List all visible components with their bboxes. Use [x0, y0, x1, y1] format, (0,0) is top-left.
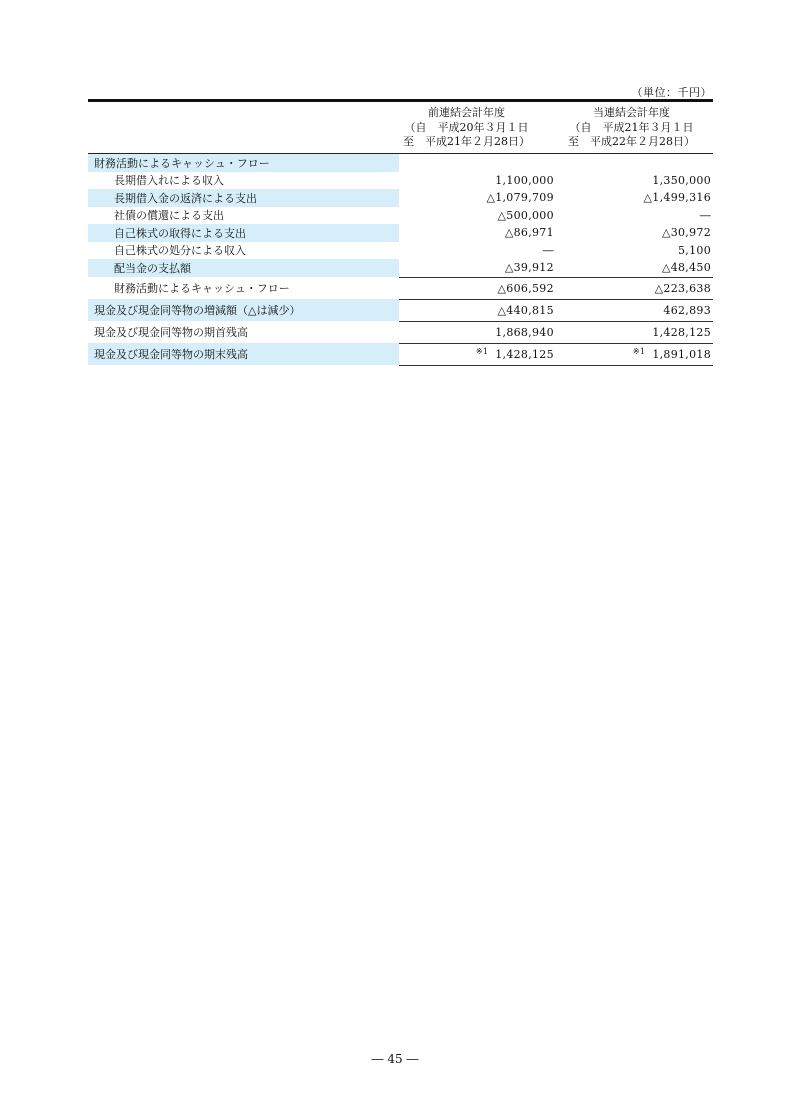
row-label: 自己株式の処分による収入 — [114, 244, 246, 258]
table-row — [88, 259, 713, 277]
value-text: 1,891,018 — [652, 347, 711, 361]
value-previous: △606,592 — [399, 277, 556, 299]
table-row — [88, 189, 713, 207]
table-row-financing-subtotal — [88, 277, 713, 299]
row-label: 現金及び現金同等物の期首残高 — [94, 326, 248, 339]
value-previous — [399, 154, 556, 172]
value-current: ― — [699, 208, 711, 222]
row-label: 財務活動によるキャッシュ・フロー — [114, 282, 290, 295]
row-label: 社債の償還による支出 — [114, 209, 224, 223]
table-row — [88, 207, 713, 225]
row-label: 財務活動によるキャッシュ・フロー — [88, 154, 399, 172]
value-current: △223,638 — [556, 277, 713, 299]
value-current — [556, 343, 713, 365]
value-current: △1,499,316 — [643, 191, 711, 205]
row-label: 現金及び現金同等物の増減額（△は減少） — [88, 299, 399, 321]
table-row — [88, 172, 713, 190]
value-previous — [399, 343, 556, 365]
row-label: 長期借入金の返済による支出 — [88, 189, 399, 207]
row-label: 自己株式の取得による支出 — [88, 224, 399, 242]
column-header-previous-from: （自 平成20年３月１日 — [404, 120, 529, 134]
value-previous: ― — [542, 243, 554, 257]
cash-flow-table — [88, 154, 713, 366]
value-current: 5,100 — [678, 243, 711, 257]
value-previous: △39,912 — [399, 259, 556, 277]
table-row — [88, 242, 713, 260]
value-current: 462,893 — [556, 299, 713, 321]
column-header-previous-to: 至 平成21年２月28日） — [403, 135, 530, 148]
column-header-previous-year — [384, 106, 549, 150]
value-previous: 1,100,000 — [495, 173, 554, 187]
row-label: 長期借入れによる収入 — [114, 174, 224, 188]
value-current: 1,350,000 — [652, 173, 711, 187]
row-label: 配当金の支払額 — [88, 259, 399, 277]
table-row-financing-heading — [88, 154, 713, 172]
table-row-closing-balance — [88, 343, 713, 365]
footnote-mark: ※1 — [632, 346, 646, 356]
value-text: 1,428,125 — [495, 347, 554, 361]
column-header-current-to: 至 平成22年２月28日） — [568, 135, 695, 148]
table-row — [88, 224, 713, 242]
unit-label: （単位：千円） — [631, 86, 712, 99]
column-header-current-title: 当連結会計年度 — [593, 106, 670, 119]
table-row-opening-balance — [88, 321, 713, 343]
page-number: ― 45 ― — [371, 1052, 419, 1066]
value-previous: △440,815 — [399, 299, 556, 321]
value-previous: 1,868,940 — [399, 321, 556, 343]
column-header-current-year — [549, 106, 714, 150]
value-current: 1,428,125 — [556, 321, 713, 343]
footnote-mark: ※1 — [475, 346, 489, 356]
value-current: △48,450 — [556, 259, 713, 277]
column-header-current-from: （自 平成21年３月１日 — [569, 120, 694, 134]
top-rule — [88, 99, 713, 102]
value-previous: △500,000 — [497, 208, 554, 222]
column-header-previous-title: 前連結会計年度 — [428, 106, 505, 119]
table-row-net-change — [88, 299, 713, 321]
value-previous: △1,079,709 — [486, 191, 554, 205]
value-previous: △86,971 — [504, 226, 554, 240]
row-label: 現金及び現金同等物の期末残高 — [88, 343, 399, 365]
value-current — [556, 154, 713, 172]
value-current: △30,972 — [661, 226, 711, 240]
